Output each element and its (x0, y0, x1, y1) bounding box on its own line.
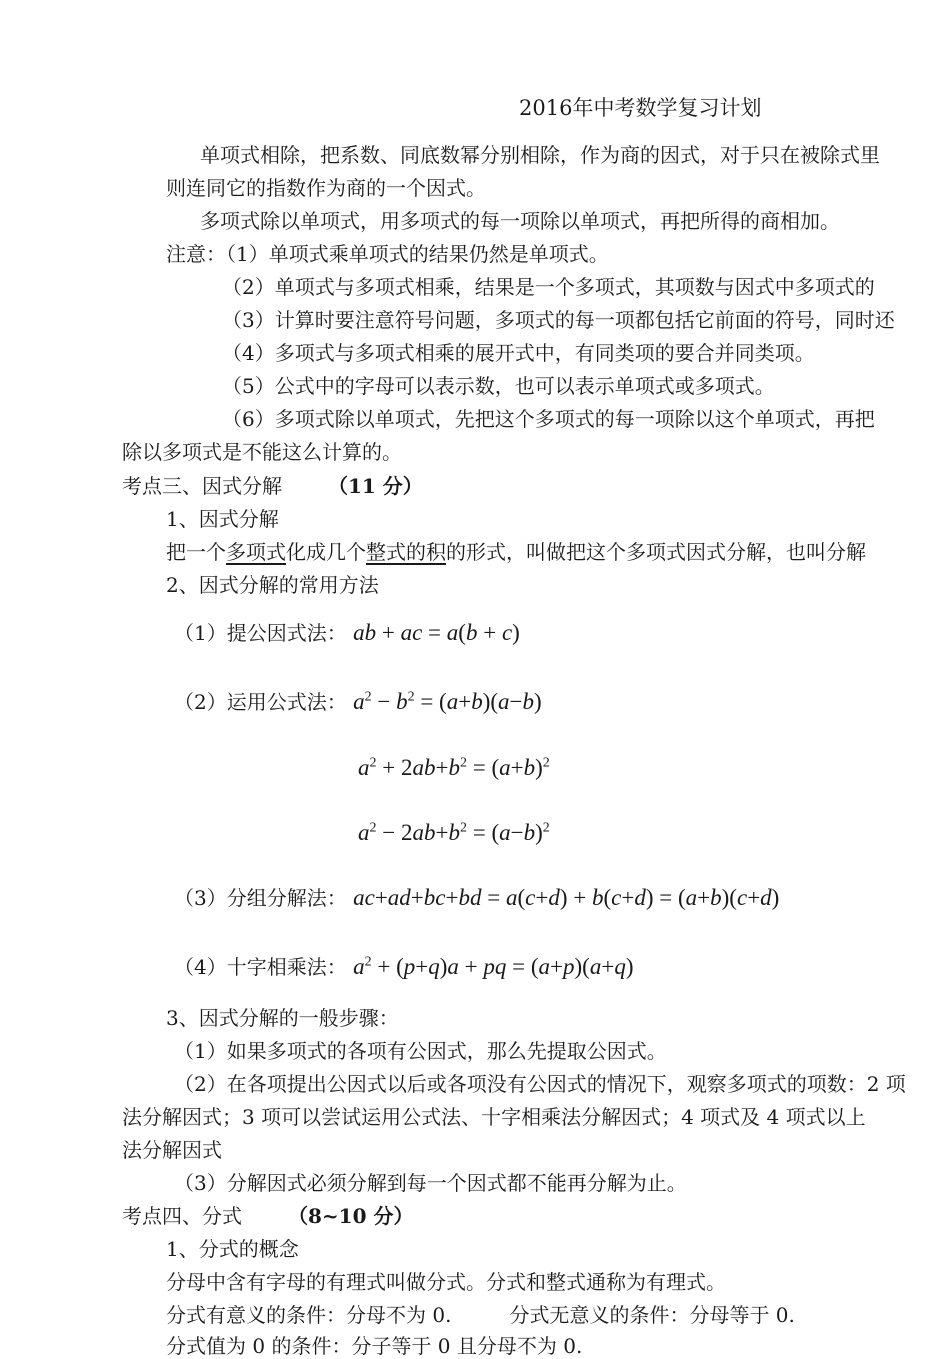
section-score: （11 分） (328, 474, 423, 498)
text-line: 分母中含有字母的有理式叫做分式。分式和整式通称为有理式。 (166, 1270, 726, 1294)
section-heading (122, 473, 423, 499)
formula: ac+ad+bc+bd = a(c+d) + b(c+d) = (a+b)(c+d) (353, 885, 780, 910)
text-line: 分式值为 0 的条件：分子等于 0 且分母不为 0. (166, 1334, 583, 1358)
text-line: 法分解因式 (122, 1138, 222, 1162)
text-line: 法分解因式；3 项可以尝试运用公式法、十字相乘法分解因式；4 项式及 4 项式以上 (122, 1105, 866, 1129)
text-line: 单项式相除，把系数、同底数幂分别相除，作为商的因式，对于只在被除式里 (200, 143, 880, 167)
text-line: （2）在各项提出公因式以后或各项没有公因式的情况下，观察多项式的项数：2 项 (174, 1072, 906, 1096)
section-heading (122, 1203, 413, 1229)
text-line: 分式有意义的条件：分母不为 0. 分式无意义的条件：分母等于 0. (166, 1303, 795, 1327)
method-line: （1）提公因式法： ab + ac = a(b + c) (174, 620, 520, 645)
text-line: （2）单项式与多项式相乘，结果是一个多项式，其项数与因式中多项式的 (222, 275, 875, 299)
method-line: （4）十字相乘法： $a^2 + (p+q)a$ + pq = (a+p)(a+q) (174, 954, 634, 979)
formula: ab + ac = a(b + c) (353, 620, 520, 645)
formula: $a^2 - b^2 = (a+b)(a-b)$ (353, 689, 542, 714)
subheading: 1、因式分解 (166, 507, 279, 531)
section-score: （8~10 分） (288, 1204, 414, 1228)
text-line: （1）如果多项式的各项有公因式，那么先提取公因式。 (174, 1039, 667, 1063)
text-line: （4）多项式与多项式相乘的展开式中，有同类项的要合并同类项。 (222, 341, 815, 365)
text-line: （5）公式中的字母可以表示数，也可以表示单项式或多项式。 (222, 374, 775, 398)
text-line: 多项式除以单项式，用多项式的每一项除以单项式，再把所得的商相加。 (200, 209, 840, 233)
formula: $a^2 - 2ab+b^2 = (a-b)^2$ (358, 820, 550, 845)
subheading: 3、因式分解的一般步骤： (166, 1006, 399, 1030)
text-line: 注意：（1）单项式乘单项式的结果仍然是单项式。 (166, 242, 609, 266)
page-title: 2016年中考数学复习计划 (519, 96, 762, 120)
section-title: 考点三、因式分解 (122, 474, 282, 498)
text-line: （6）多项式除以单项式，先把这个多项式的每一项除以这个单项式，再把 (222, 407, 875, 431)
text-line: （3）分解因式必须分解到每一个因式都不能再分解为止。 (174, 1171, 687, 1195)
definition-line: 把一个多项式化成几个整式的积的形式，叫做把这个多项式因式分解，也叫分解 (166, 540, 866, 564)
section-title: 考点四、分式 (122, 1204, 242, 1228)
formula: $a^2 + 2ab+b^2 = (a+b)^2$ (358, 755, 550, 780)
formula: $a^2 + (p+q)a$ + pq = (a+p)(a+q) (353, 954, 634, 979)
method-line: （2）运用公式法： $a^2 - b^2 = (a+b)(a-b)$ (174, 689, 542, 714)
text-line: （3）计算时要注意符号问题，多项式的每一项都包括它前面的符号，同时还 (222, 308, 895, 332)
text-line: 除以多项式是不能这么计算的。 (122, 440, 402, 464)
formula-line (358, 820, 550, 846)
method-line: （3）分组分解法： ac+ad+bc+bd = a(c+d) + b(c+d) = (a+b)(c+d) (174, 885, 780, 910)
formula-line (358, 755, 550, 781)
subheading: 2、因式分解的常用方法 (166, 573, 379, 597)
subheading: 1、分式的概念 (166, 1237, 299, 1261)
text-line: 则连同它的指数作为商的一个因式。 (166, 176, 486, 200)
